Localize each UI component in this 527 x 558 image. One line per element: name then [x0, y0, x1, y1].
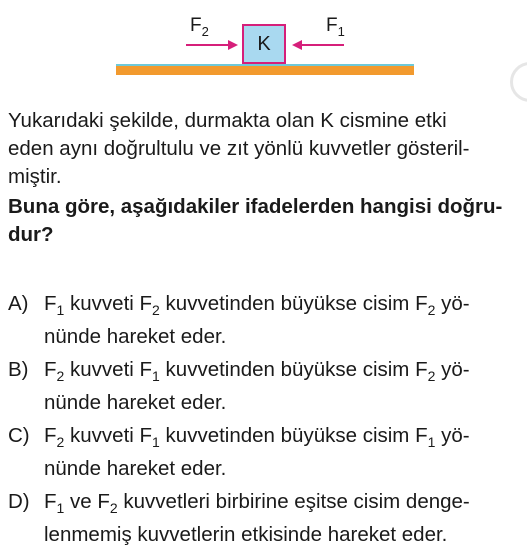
option-d-letter: D) — [8, 490, 30, 513]
option-d-text: $F_1$ ve $F_2$ kuvvetleri birbirine eşitse cisim denge- — [44, 490, 470, 516]
question-stem — [8, 193, 522, 249]
option-b-text: $F_2$ kuvveti $F_1$ kuvvetinden büyükse cisim $F_2$ yö- — [44, 358, 470, 384]
question-line-1: Buna göre, aşağıdakiler ifadelerden hangisi doğru- — [8, 195, 503, 218]
intro-line-3: miştir. — [8, 165, 62, 188]
option-d-line-2: lenmemiş kuvvetlerin etkisinde hareket eder. — [44, 523, 448, 546]
option-a-line-2: nünde hareket eder. — [44, 325, 227, 348]
force-diagram — [0, 0, 527, 90]
option-d[interactable] — [8, 485, 522, 551]
option-a[interactable] — [8, 287, 522, 353]
option-c[interactable] — [8, 419, 522, 485]
intro-line-2: eden aynı doğrultulu ve zıt yönlü kuvvetler gösteril- — [8, 137, 470, 160]
option-c-letter: C) — [8, 424, 30, 447]
f2-label: $F_2$ — [190, 15, 209, 39]
intro-line-1: Yukarıdaki şekilde, durmakta olan K cismine etki — [8, 109, 447, 132]
option-c-text: $F_2$ kuvveti $F_1$ kuvvetinden büyükse cisim $F_1$ yö- — [44, 424, 470, 450]
f1-label: $F_1$ — [326, 15, 345, 39]
f2-arrow-head — [228, 40, 238, 50]
question-line-2: dur? — [8, 223, 54, 246]
option-b-line-2: nünde hareket eder. — [44, 391, 227, 414]
f1-arrow-head — [292, 40, 302, 50]
ground-surface — [116, 66, 414, 75]
question-intro — [8, 107, 522, 191]
option-a-letter: A) — [8, 292, 29, 315]
option-b-letter: B) — [8, 358, 29, 381]
option-a-text: $F_1$ kuvveti $F_2$ kuvvetinden büyükse cisim $F_2$ yö- — [44, 292, 470, 318]
option-c-line-2: nünde hareket eder. — [44, 457, 227, 480]
box-label: K — [257, 32, 271, 55]
object-k-box — [242, 24, 286, 64]
option-b[interactable] — [8, 353, 522, 419]
